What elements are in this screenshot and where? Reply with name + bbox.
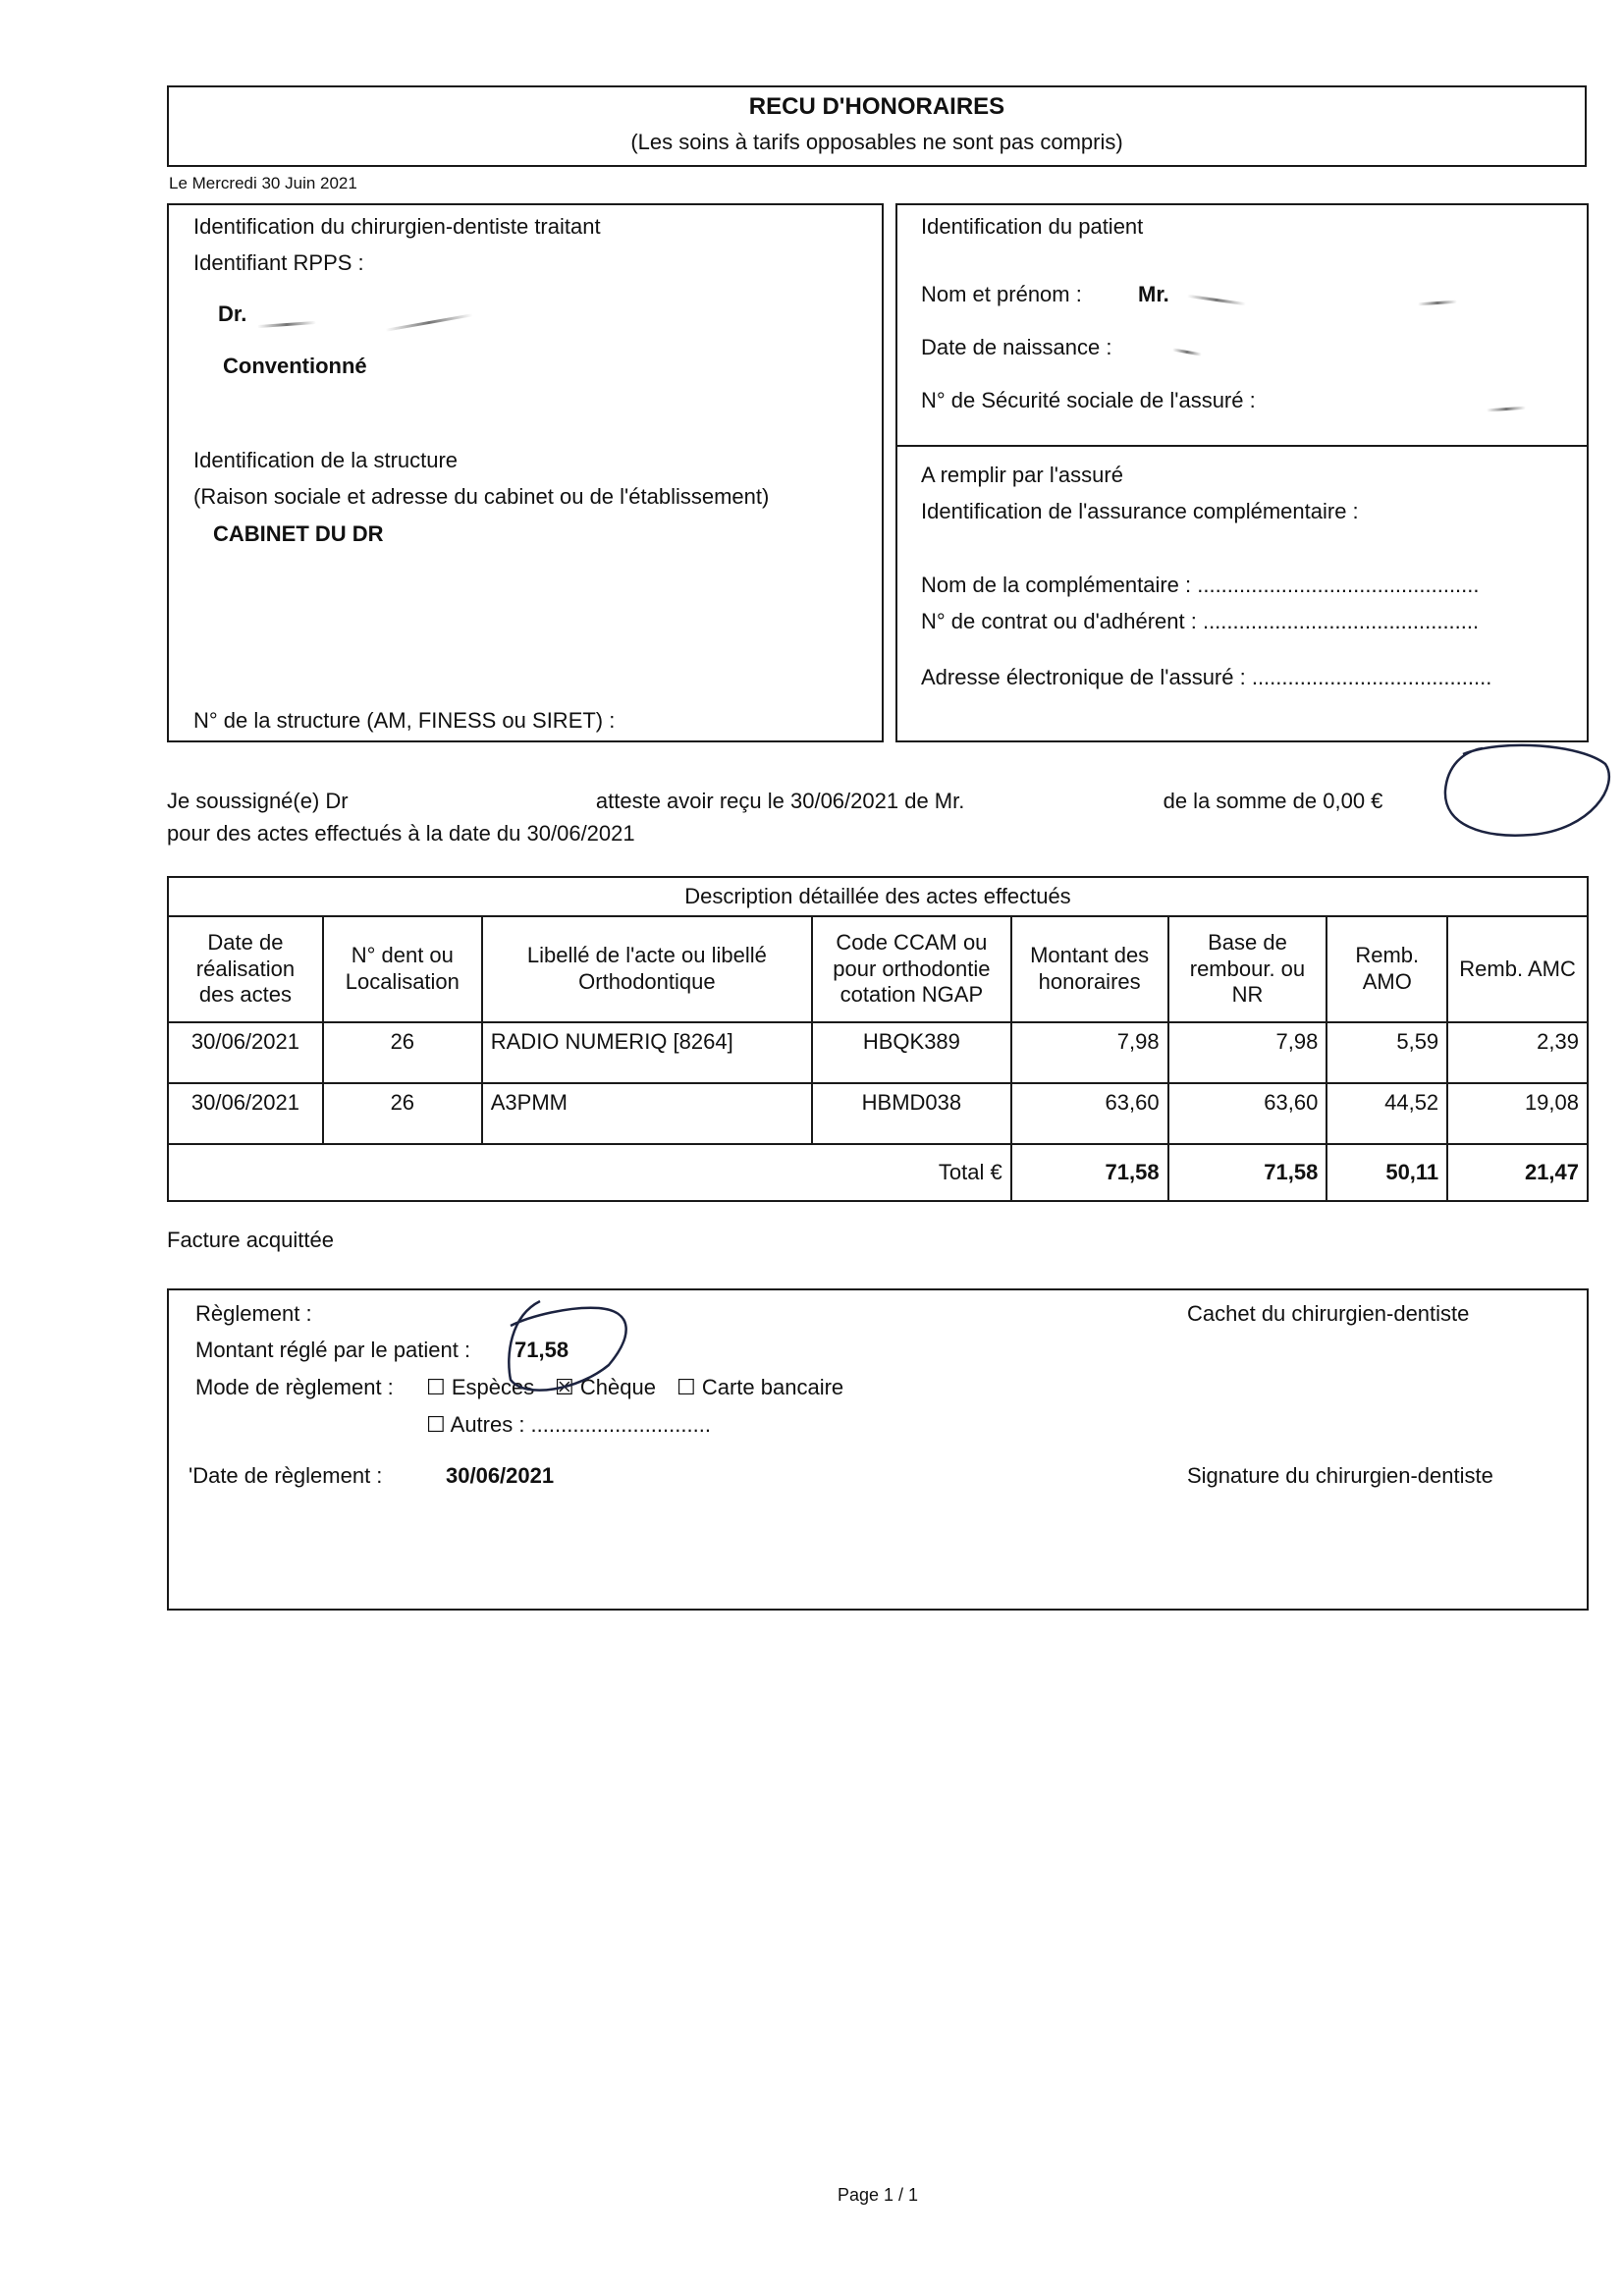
paid-amount-label: Montant réglé par le patient : [195, 1338, 471, 1362]
total-amo: 50,11 [1326, 1144, 1447, 1201]
acts-table-caption: Description détaillée des actes effectués [168, 877, 1588, 916]
cell-amo: 44,52 [1326, 1083, 1447, 1144]
attestation-line-1 [167, 791, 1382, 812]
cell-label: RADIO NUMERIQ [8264] [482, 1022, 812, 1083]
payment-option-other[interactable] [426, 1414, 711, 1436]
column-header-tooth: N° dent ou Localisation [323, 916, 482, 1022]
payment-section [167, 1288, 1589, 1611]
column-header-amount: Montant des honoraires [1011, 916, 1168, 1022]
birth-date-label: Date de naissance : [921, 335, 1112, 359]
cell-date: 30/06/2021 [168, 1083, 323, 1144]
option-label: Autres : .............................. [450, 1412, 711, 1437]
redaction-mark [1418, 301, 1457, 306]
attestation-mid: atteste avoir reçu le 30/06/2021 de Mr. [595, 789, 965, 813]
cell-base: 63,60 [1168, 1083, 1327, 1144]
checkbox-icon[interactable]: ☐ [677, 1375, 696, 1399]
attestation-amount: de la somme de 0,00 € [1163, 789, 1383, 813]
checkbox-icon[interactable]: ☐ [426, 1412, 446, 1437]
cell-code: HBQK389 [812, 1022, 1011, 1083]
option-label: Chèque [579, 1375, 656, 1399]
column-header-amc: Remb. AMC [1447, 916, 1588, 1022]
option-label: Espèces [451, 1375, 535, 1399]
redaction-mark [1172, 348, 1202, 355]
page-subtitle: (Les soins à tarifs opposables ne sont pas compris) [630, 130, 1123, 154]
convention-status: Conventionné [223, 354, 367, 378]
payment-mode-label: Mode de règlement : [195, 1375, 394, 1399]
practitioner-name: Dr. [218, 301, 247, 326]
cell-label: A3PMM [482, 1083, 812, 1144]
cell-amount: 7,98 [1011, 1022, 1168, 1083]
cell-base: 7,98 [1168, 1022, 1327, 1083]
payment-option-card[interactable] [677, 1377, 843, 1398]
payment-date-label: 'Date de règlement : [189, 1463, 383, 1488]
payment-section-label: Règlement : [195, 1301, 312, 1326]
paid-amount-value: 71,58 [514, 1338, 569, 1362]
column-header-label: Libellé de l'acte ou libellé Orthodontique [482, 916, 812, 1022]
redaction-mark [385, 313, 472, 332]
structure-number-label: N° de la structure (AM, FINESS ou SIRET) : [193, 708, 616, 733]
patient-name-label: Nom et prénom : [921, 282, 1082, 306]
practitioner-section-label: Identification du chirurgien-dentiste traitant [193, 214, 601, 239]
email-field: Adresse électronique de l'assuré : ........................................ [921, 665, 1492, 689]
title-box [167, 85, 1587, 167]
checked-checkbox-icon[interactable]: ☒ [555, 1375, 574, 1399]
insurance-name-field: Nom de la complémentaire : ............................................... [921, 573, 1480, 597]
contract-number-field: N° de contrat ou d'adhérent : .............................................. [921, 609, 1480, 633]
print-date: Le Mercredi 30 Juin 2021 [169, 174, 357, 192]
patient-section [895, 203, 1589, 447]
cell-tooth: 26 [323, 1022, 482, 1083]
attestation-line-2: pour des actes effectués à la date du 30/06/2021 [167, 821, 635, 846]
practitioner-section [167, 203, 884, 742]
patient-section-label: Identification du patient [921, 214, 1144, 239]
page-title: RECU D'HONORAIRES [748, 93, 1005, 120]
signature-label: Signature du chirurgien-dentiste [1187, 1463, 1493, 1488]
cell-date: 30/06/2021 [168, 1022, 323, 1083]
payment-date-value: 30/06/2021 [446, 1463, 555, 1488]
cell-amount: 63,60 [1011, 1083, 1168, 1144]
structure-hint: (Raison sociale et adresse du cabinet ou de l'établissement) [193, 484, 770, 509]
checkbox-icon[interactable]: ☐ [426, 1375, 446, 1399]
acts-table [167, 876, 1589, 1202]
invoice-status: Facture acquittée [167, 1228, 334, 1252]
table-row [168, 1022, 1588, 1083]
cell-amc: 2,39 [1447, 1022, 1588, 1083]
ssn-label: N° de Sécurité sociale de l'assuré : [921, 388, 1256, 412]
page-number: Page 1 / 1 [838, 2185, 919, 2205]
rpps-label: Identifiant RPPS : [193, 250, 364, 275]
option-label: Carte bancaire [701, 1375, 844, 1399]
stamp-label: Cachet du chirurgien-dentiste [1187, 1301, 1470, 1326]
cell-amc: 19,08 [1447, 1083, 1588, 1144]
payment-option-cash[interactable] [426, 1377, 534, 1398]
column-header-base: Base de rembour. ou NR [1168, 916, 1327, 1022]
insurance-id-label: Identification de l'assurance complémentaire : [921, 499, 1359, 523]
cell-code: HBMD038 [812, 1083, 1011, 1144]
redaction-mark [1187, 295, 1246, 305]
attestation-start: Je soussigné(e) Dr [167, 789, 349, 813]
total-row [168, 1144, 1588, 1201]
payment-option-cheque[interactable] [555, 1377, 656, 1398]
patient-name: Mr. [1138, 282, 1169, 306]
total-base: 71,58 [1168, 1144, 1327, 1201]
total-amc: 21,47 [1447, 1144, 1588, 1201]
insurance-section-label: A remplir par l'assuré [921, 463, 1123, 487]
redaction-mark [1487, 407, 1526, 412]
redaction-mark [257, 321, 316, 328]
cell-amo: 5,59 [1326, 1022, 1447, 1083]
column-header-date: Date de réalisation des actes [168, 916, 323, 1022]
column-header-code: Code CCAM ou pour orthodontie cotation NGAP [812, 916, 1011, 1022]
structure-label: Identification de la structure [193, 448, 459, 472]
total-label: Total € [168, 1144, 1011, 1201]
insurance-section [895, 445, 1589, 742]
table-row [168, 1083, 1588, 1144]
cabinet-name: CABINET DU DR [213, 521, 384, 546]
total-amount: 71,58 [1011, 1144, 1168, 1201]
cell-tooth: 26 [323, 1083, 482, 1144]
column-header-amo: Remb. AMO [1326, 916, 1447, 1022]
pen-circle-icon [1424, 737, 1620, 854]
